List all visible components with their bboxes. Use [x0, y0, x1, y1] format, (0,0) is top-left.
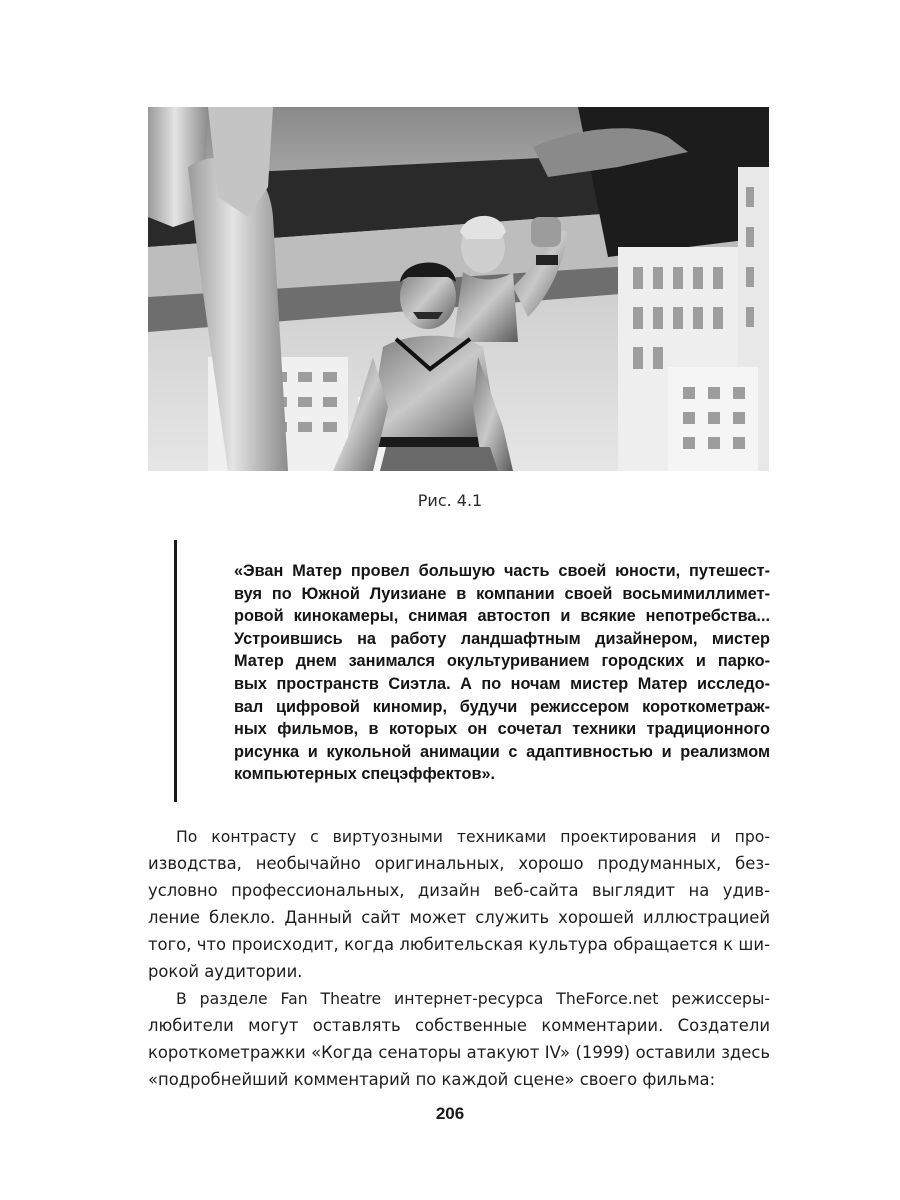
quote-line: компьютерных спецэффектов». [234, 765, 496, 784]
paragraph-line: изводства, необычайно оригинальных, хорошо продуманных, без- [148, 854, 770, 873]
figure-photo [148, 107, 769, 471]
body-text [148, 823, 770, 1093]
quote-line: рисунка и кукольной анимации с адаптивностью и реализмом [234, 742, 770, 761]
quote-line: вал цифровой киномир, будучи режиссером короткометраж- [234, 697, 770, 716]
blockquote [234, 560, 770, 786]
quote-line: ных фильмов, в которых он сочетал техники традиционного [234, 720, 770, 739]
paragraph-2 [148, 985, 770, 1093]
quote-line: вуя по Южной Луизиане в компании своей восьмимиллимет- [234, 584, 770, 603]
quote-line: Матер днем занимался окультуриванием городских и парко- [234, 652, 770, 671]
paragraph-line: короткометражки «Когда сенаторы атакуют IV» (1999) оставили здесь [148, 1043, 770, 1062]
paragraph-line: любители могут оставлять собственные комментарии. Создатели [148, 1016, 770, 1035]
paragraph-line: В разделе Fan Theatre интернет-ресурса TheForce.net режиссеры- [176, 989, 770, 1008]
paragraph-1 [148, 823, 770, 985]
paragraph-line: того, что происходит, когда любительская культура обращается к ши- [148, 935, 770, 954]
paragraph-line: условно профессиональных, дизайн веб-сайта выглядит на удив- [148, 881, 770, 900]
quote-line: «Эван Матер провел большую часть своей юности, путешест- [234, 562, 770, 580]
quote-line: Устроившись на работу ландшафтным дизайнером, мистер [234, 629, 770, 648]
action-figures-scene-illustration [148, 107, 769, 471]
quote-line: ровой кинокамеры, снимая автостоп и всякие непотребства... [234, 607, 770, 626]
paragraph-line: По контрасту с виртуозными техниками проектирования и про- [176, 827, 770, 846]
quote-line: вых пространств Сиэтла. А по ночам мистер Матер исследо- [234, 674, 770, 693]
page-number: 206 [435, 1104, 465, 1123]
paragraph-line: ление блекло. Данный сайт может служить хорошей иллюстрацией [148, 908, 770, 927]
paragraph-line: «подробнейший комментарий по каждой сцене» своего фильма: [148, 1070, 716, 1089]
quote-bar [174, 540, 177, 802]
paragraph-line: рокой аудитории. [148, 962, 303, 981]
figure-caption: Рис. 4.1 [417, 491, 483, 510]
